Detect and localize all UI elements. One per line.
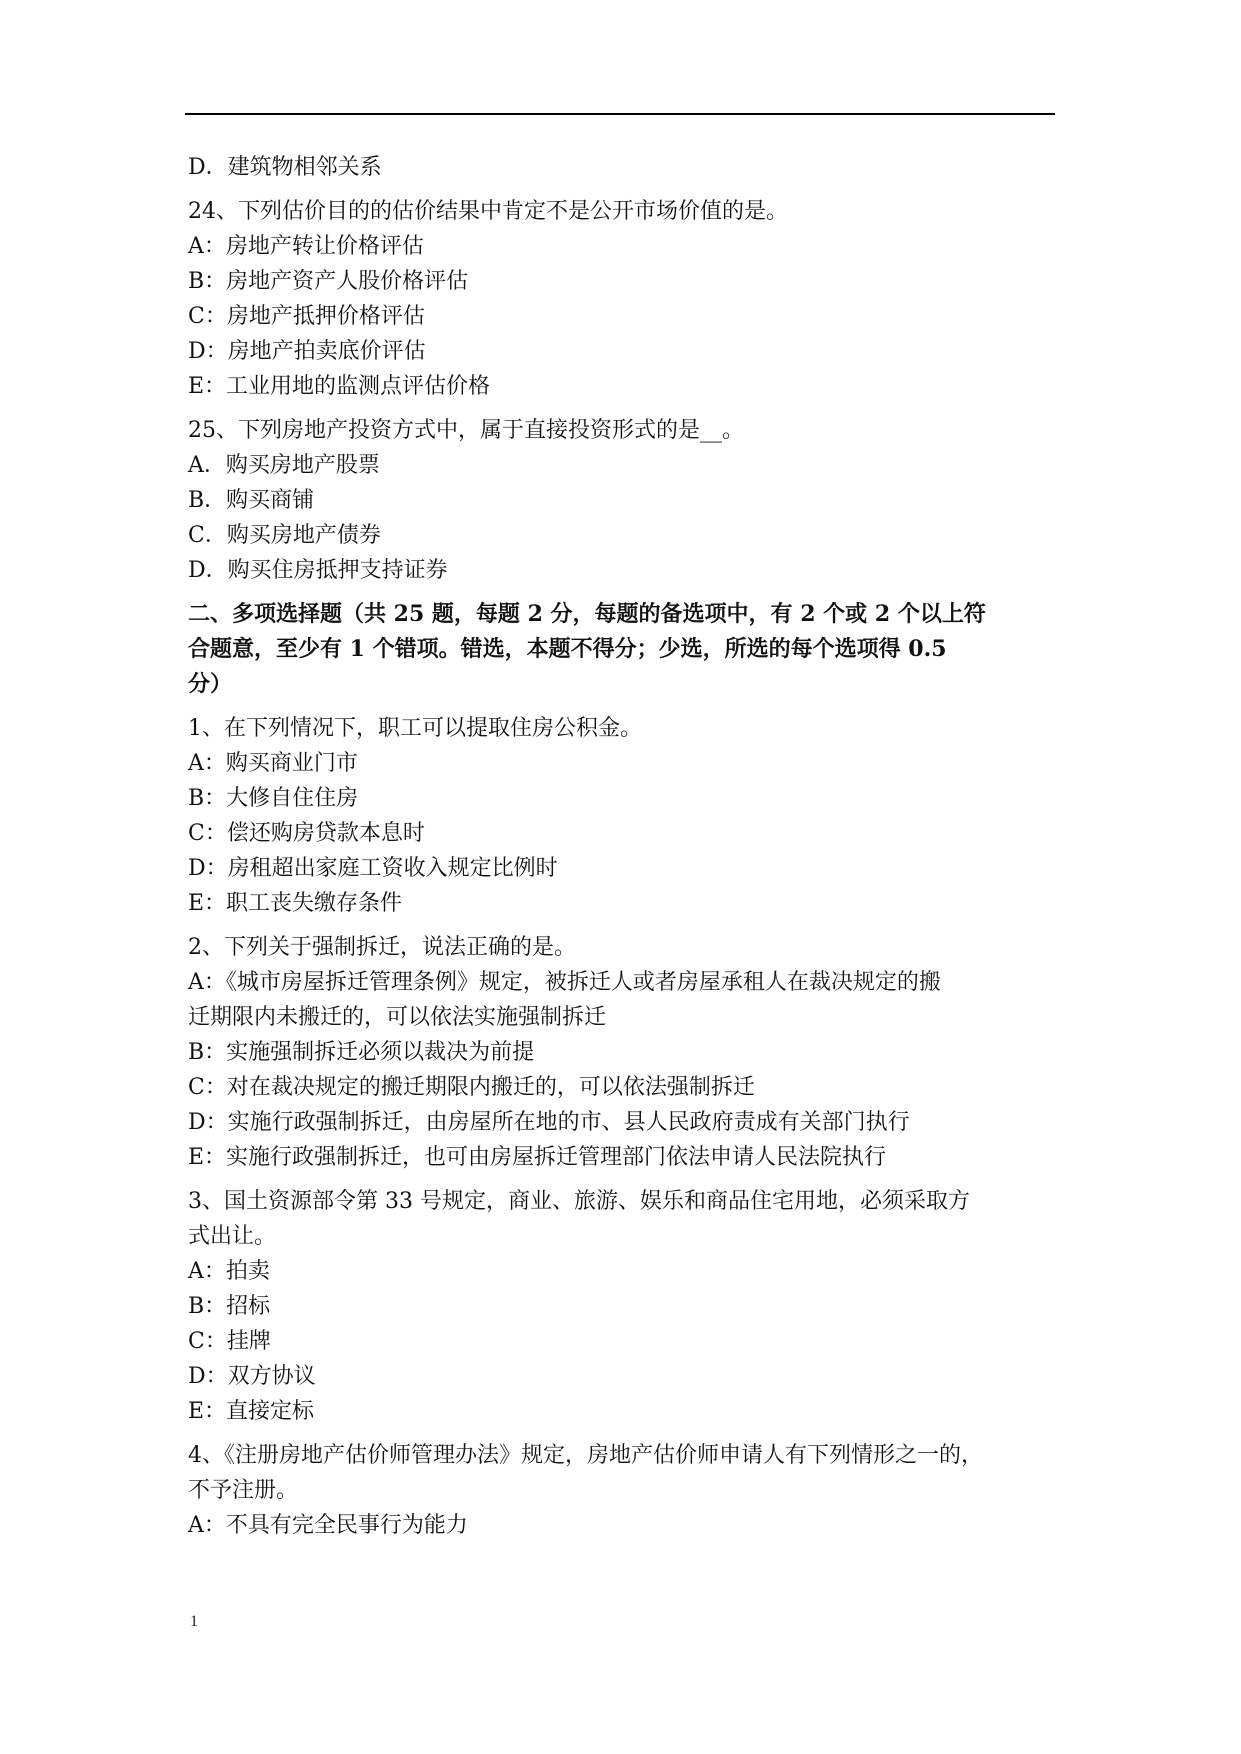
question-25 [188,413,1050,588]
option-a: A：拍卖 [188,1259,270,1284]
option-c: C．购买房地产债券 [188,523,381,548]
option-a: A．购买房地产股票 [188,453,380,478]
multi-question-1 [188,711,1050,921]
option-a: A：房地产转让价格评估 [188,234,424,259]
header-rule [185,113,1055,115]
question-stem: 1、在下列情况下，职工可以提取住房公积金。 [188,716,642,741]
option-b: B：房地产资产人股价格评估 [188,269,469,294]
question-stem-line: 式出让。 [188,1224,277,1249]
option-d: D：实施行政强制拆迁，由房屋所在地的市、县人民政府责成有关部门执行 [188,1110,910,1135]
multi-question-2 [188,930,1050,1175]
option-e: E：职工丧失缴存条件 [188,891,403,916]
section-heading-line: 分） [188,671,233,697]
section-heading-line: 合题意，至少有 1 个错项。错选，本题不得分；少选，所选的每个选项得 0.5 [188,636,947,662]
option-d: D．购买住房抵押支持证券 [188,558,448,583]
option-b: B：大修自住住房 [188,786,359,811]
option-d: D：双方协议 [188,1364,316,1389]
question-24 [188,194,1050,404]
page-content [188,150,1050,1543]
question-stem-line: 4、《注册房地产估价师管理办法》规定，房地产估价师申请人有下列情形之一的， [188,1443,983,1468]
option-e: E：实施行政强制拆迁，也可由房屋拆迁管理部门依法申请人民法院执行 [188,1145,887,1170]
option-c: C：对在裁决规定的搬迁期限内搬迁的，可以依法强制拆迁 [188,1075,755,1100]
option-d: D：房地产拍卖底价评估 [188,339,426,364]
multi-question-4 [188,1438,1050,1543]
section-heading [188,597,1050,702]
option-d: D：房租超出家庭工资收入规定比例时 [188,856,558,881]
page-number: 1 [190,1613,198,1630]
option-b: B：招标 [188,1294,271,1319]
option-c: C：偿还购房贷款本息时 [188,821,425,846]
question-stem: 25、下列房地产投资方式中，属于直接投资形式的是__。 [188,418,744,443]
option-c: C：挂牌 [188,1329,271,1354]
section-heading-line: 二、多项选择题（共 25 题，每题 2 分，每题的备选项中，有 2 个或 2 个以上符 [188,601,986,627]
option-a: A：购买商业门市 [188,751,358,776]
option-a-line: A：《城市房屋拆迁管理条例》规定，被拆迁人或者房屋承租人在裁决规定的搬 [188,970,941,995]
question-stem: 2、下列关于强制拆迁，说法正确的是。 [188,935,576,960]
option-e: E：直接定标 [188,1399,315,1424]
option-b: B．购买商铺 [188,488,315,513]
option-c: C：房地产抵押价格评估 [188,304,425,329]
option-e: E：工业用地的监测点评估价格 [188,374,491,399]
option-b: B：实施强制拆迁必须以裁决为前提 [188,1040,535,1065]
question-stem-line: 3、国土资源部令第 33 号规定，商业、旅游、娱乐和商品住宅用地，必须采取方 [188,1189,970,1214]
question-stem-line: 不予注册。 [188,1478,299,1503]
question-stem: 24、下列估价目的的估价结果中肯定不是公开市场价值的是。 [188,199,788,224]
option-a-line: 迁期限内未搬迁的，可以依法实施强制拆迁 [188,1005,607,1030]
multi-question-3 [188,1184,1050,1429]
option-a: A：不具有完全民事行为能力 [188,1513,468,1538]
prev-question-option-d: D．建筑物相邻关系 [188,155,382,180]
